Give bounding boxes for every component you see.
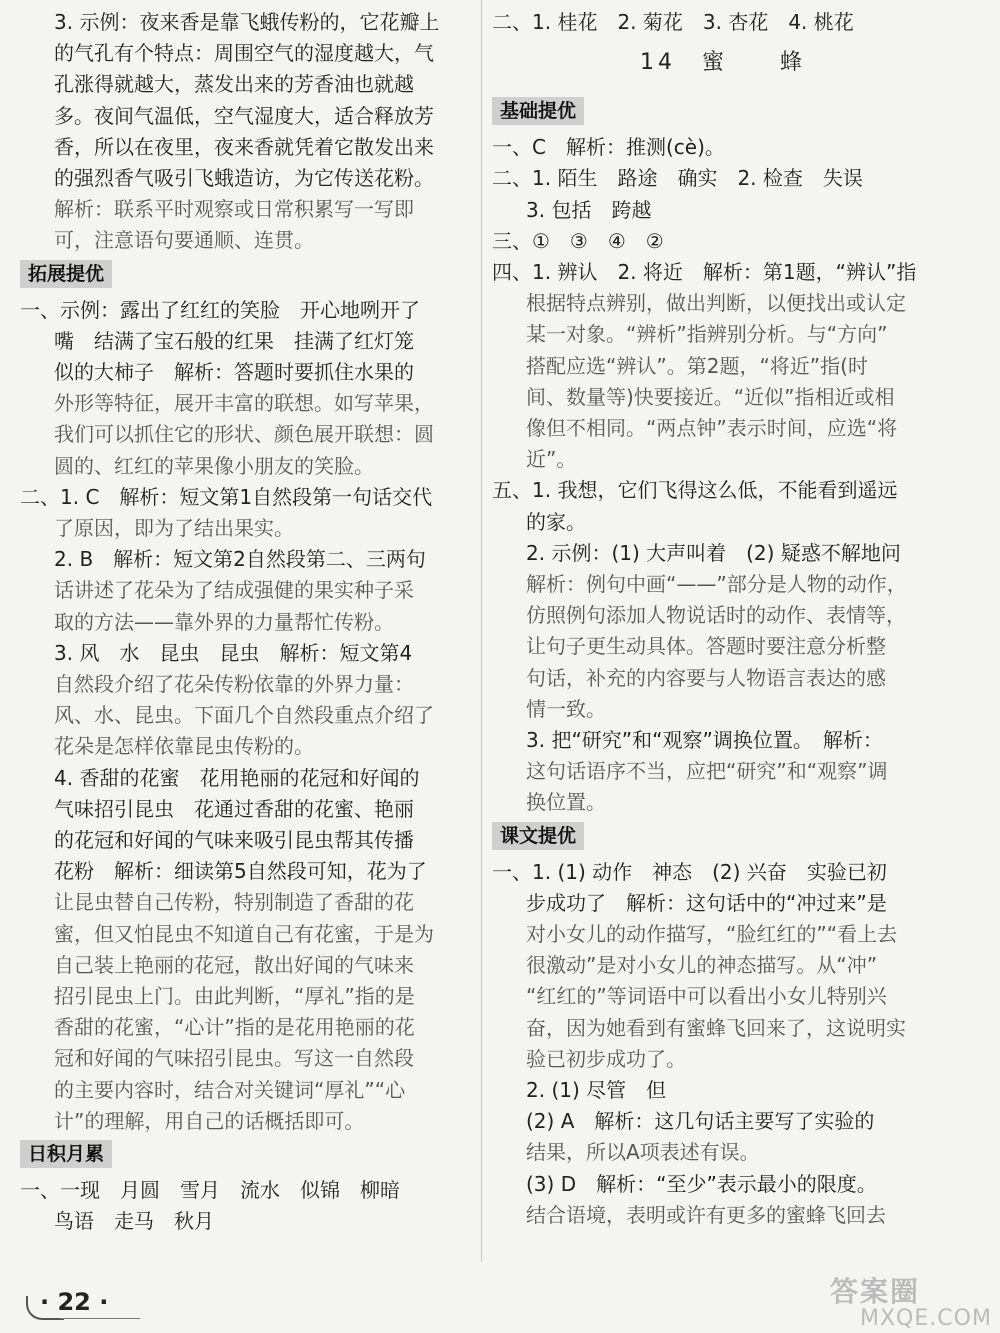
text-line: 招引昆虫上门。由此判断，“厚礼”指的是 (54, 984, 415, 1008)
text-line: 的花冠和好闻的气味来吸引昆虫帮其传播 (54, 828, 414, 852)
text-line: 结果，所以A项表述有误。 (526, 1140, 760, 1165)
text-line: 2. 示例：(1) 大声叫着 (2) 疑惑不解地问 (526, 540, 901, 565)
text-line: 结合语境，表明或许有更多的蜜蜂飞回去 (526, 1202, 886, 1227)
text-line: 对小女儿的动作描写，“脸红红的”“看上去 (526, 922, 898, 946)
text-line: 让昆虫替自己传粉，特别制造了香甜的花 (54, 890, 414, 915)
text-line: 让句子更生动具体。答题时要注意分析整 (526, 634, 886, 659)
text-line: 情一致。 (526, 696, 606, 721)
text-line: 的强烈香气吸引飞蛾造访，为它传送花粉。 (54, 166, 434, 190)
text-line: 验已初步成功了。 (526, 1046, 686, 1071)
lesson-title: 14 蜜 蜂 (640, 50, 806, 76)
text-line: 自己装上艳丽的花冠，散出好闻的气味来 (54, 952, 414, 977)
text-line: 自然段介绍了花朵传粉依靠的外界力量： (54, 672, 414, 696)
text-line: 计”的理解，用自己的话概括即可。 (54, 1108, 365, 1133)
text-line: 根据特点辨别，做出判断，以便找出或认定 (526, 291, 906, 316)
text-line: 了原因，即为了结出果实。 (54, 516, 294, 540)
text-line: 3. 风 水 昆虫 昆虫 解析：短文第4 (54, 640, 413, 665)
text-line: 话讲述了花朵为了结成强健的果实种子采 (54, 578, 414, 603)
text-line: 五、1. 我想，它们飞得这么低，不能看到遥远 (492, 478, 898, 503)
text-line: 蜜，但又怕昆虫不知道自己有花蜜，于是为 (54, 921, 434, 946)
section-heading: 课文提优 (492, 822, 584, 850)
text-line: 一、1. (1) 动作 神态 (2) 兴奋 实验已初 (492, 859, 887, 884)
text-line: 3. 把“研究”和“观察”调换位置。 解析： (526, 728, 883, 752)
text-line: 鸟语 走马 秋月 (54, 1209, 214, 1234)
text-line: 3. 包括 跨越 (526, 197, 652, 222)
text-line: 像但不相同。“两点钟”表示时间，应选“将 (526, 416, 898, 440)
text-line: 香甜的花蜜，“心计”指的是花用艳丽的花 (54, 1015, 415, 1040)
text-line: 解析：例句中画“——”部分是人物的动作， (526, 572, 907, 596)
text-line: 二、1. 桂花 2. 菊花 3. 杏花 4. 桃花 (492, 10, 854, 34)
text-line: 风、水、昆虫。下面几个自然段重点介绍了 (54, 703, 434, 728)
text-line: 搭配应选“辨认”。第2题，“将近”指(时 (526, 353, 868, 378)
page-number-rule (60, 1318, 140, 1319)
page-number: · 22 · (40, 1288, 109, 1316)
text-line: 花粉 解析：细读第5自然段可知，花为了 (54, 859, 427, 884)
watermark-url: MXQE.COM (860, 1306, 992, 1331)
text-line: 二、1. C 解析：短文第1自然段第一句话交代 (20, 484, 433, 509)
text-line: 的气孔有个特点：周围空气的湿度越大，气 (54, 41, 434, 66)
text-line: 2. (1) 尽管 但 (526, 1078, 667, 1102)
text-line: 四、1. 辨认 2. 将近 解析：第1题，“辨认”指 (492, 260, 917, 284)
text-line: 的主要内容时，结合对关键词“厚礼”“心 (54, 1077, 406, 1102)
text-line: 步成功了 解析：这句话中的“冲过来”是 (526, 890, 887, 915)
text-line: 换位置。 (526, 790, 606, 815)
section-heading: 拓展提优 (20, 260, 112, 288)
text-line: 一、一现 月圆 雪月 流水 似锦 柳暗 (20, 1178, 400, 1202)
text-line: 一、示例：露出了红红的笑脸 开心地咧开了 (20, 297, 420, 322)
text-line: “红红的”等词语中可以看出小女儿特别兴 (526, 984, 887, 1009)
text-line: 二、1. 陌生 路途 确实 2. 检查 失误 (492, 166, 863, 191)
section-heading: 日积月累 (20, 1140, 112, 1168)
text-line: 一、C 解析：推测(cè)。 (492, 135, 725, 160)
text-line: (2) A 解析：这几句话主要写了实验的 (526, 1109, 875, 1134)
text-line: 可，注意语句要通顺、连贯。 (54, 228, 314, 253)
text-line: 似的大柿子 解析：答题时要抓住水果的 (54, 360, 414, 384)
text-line: 某一对象。“辨析”指辨别分析。与“方向” (526, 322, 888, 347)
watermark-logo: 答案圈 (830, 1275, 921, 1308)
text-line: 孔涨得就越大，蒸发出来的芳香油也就越 (54, 72, 414, 97)
column-divider (481, 0, 482, 1262)
text-line: 奋，因为她看到有蜜蜂飞回来了，这说明实 (526, 1015, 906, 1040)
text-line: 取的方法——靠外界的力量帮忙传粉。 (54, 609, 394, 634)
text-line: 近”。 (526, 447, 577, 472)
text-line: 气味招引昆虫 花通过香甜的花蜜、艳丽 (54, 796, 414, 821)
text-line: 3. 示例：夜来香是靠飞蛾传粉的，它花瓣上 (54, 10, 440, 34)
text-line: 外形等特征，展开丰富的联想。如写苹果， (54, 391, 434, 416)
text-line: 解析：联系平时观察或日常积累写一写即 (54, 197, 414, 222)
text-line: 多。夜间气温低，空气湿度大，适合释放芳 (54, 103, 434, 128)
text-line: (3) D 解析：“至少”表示最小的限度。 (526, 1171, 877, 1196)
text-line: 嘴 结满了宝石般的红果 挂满了红灯笼 (54, 328, 414, 353)
text-line: 的家。 (526, 509, 586, 534)
text-line: 圆的、红红的苹果像小朋友的笑脸。 (54, 453, 374, 478)
text-line: 冠和好闻的气味招引昆虫。写这一自然段 (54, 1046, 414, 1071)
text-line: 我们可以抓住它的形状、颜色展开联想：圆 (54, 422, 434, 447)
text-line: 这句话语序不当，应把“研究”和“观察”调 (526, 759, 888, 784)
text-line: 三、① ③ ④ ② (492, 228, 664, 253)
text-line: 句话，补充的内容要与人物语言表达的感 (526, 665, 886, 690)
text-line: 间、数量等)快要接近。“近似”指相近或相 (526, 384, 895, 409)
text-line: 香，所以在夜里，夜来香就凭着它散发出来 (54, 134, 434, 159)
section-heading: 基础提优 (492, 97, 584, 125)
text-line: 2. B 解析：短文第2自然段第二、三两句 (54, 547, 426, 572)
text-line: 仿照例句添加人物说话时的动作、表情等， (526, 603, 906, 628)
text-line: 4. 香甜的花蜜 花用艳丽的花冠和好闻的 (54, 765, 420, 790)
text-line: 花朵是怎样依靠昆虫传粉的。 (54, 734, 314, 759)
text-line: 很激动”是对小女儿的神态描写。从“冲” (526, 953, 878, 978)
